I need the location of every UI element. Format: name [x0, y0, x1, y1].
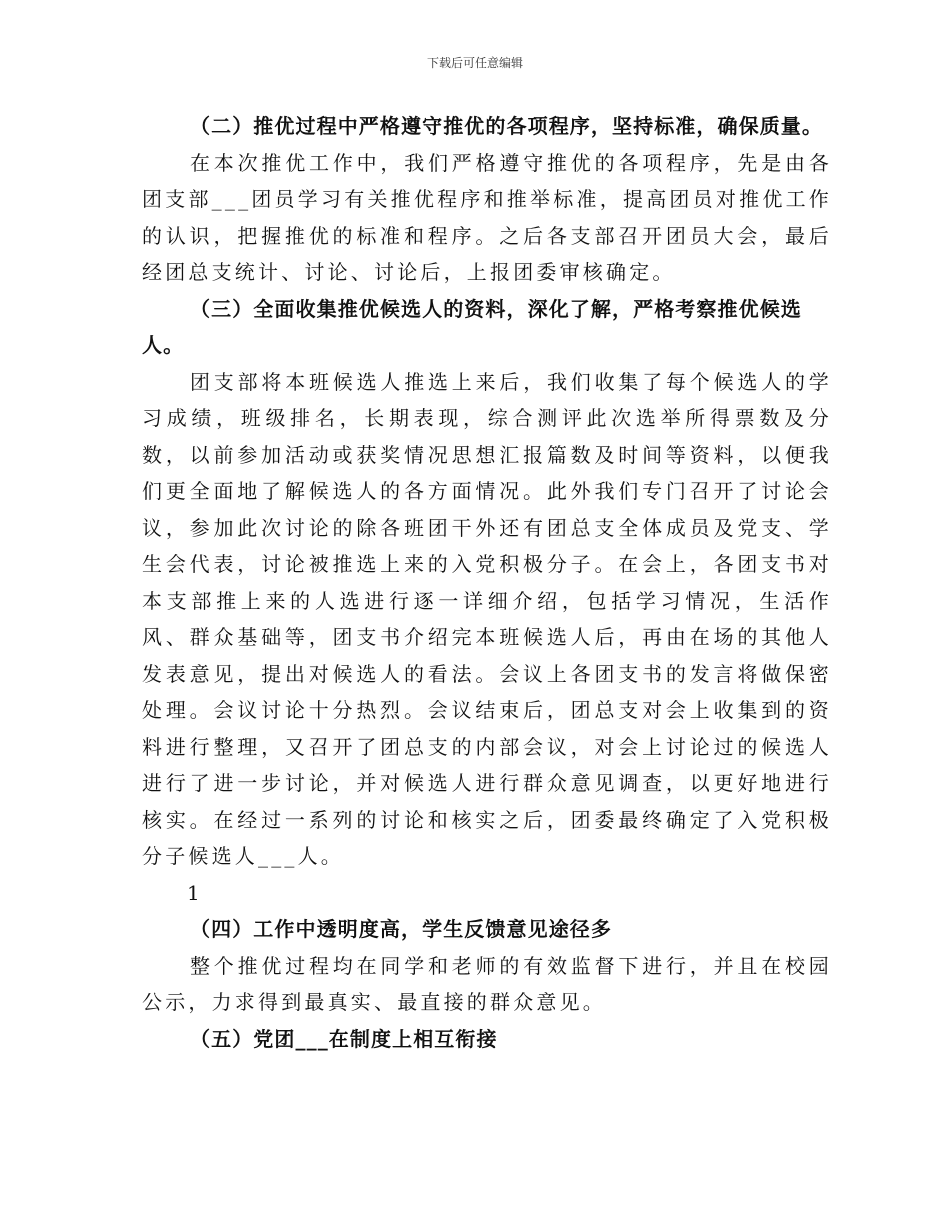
section-heading-2: （二）推优过程中严格遵守推优的各项程序，坚持标准，确保质量。 — [190, 114, 823, 138]
header-note: 下载后可任意编辑 — [426, 56, 523, 70]
section-paragraph-4: 整个推优过程均在同学和老师的有效监督下进行，并且在校园公示，力求得到最真实、最直接的群众意见。 — [142, 953, 832, 1014]
section-paragraph-2: 在本次推优工作中，我们严格遵守推优的各项程序，先是由各团支部___团员学习有关推优程序和推举标准，提高团员对推优工作的认识，把握推优的标准和程序。之后各支部召开团员大会，最后经团总支统计、讨论、讨论后，上报团委审核确定。 — [142, 150, 832, 284]
page-number: 1 — [187, 880, 200, 905]
section-paragraph-3: 团支部将本班候选人推选上来后，我们收集了每个候选人的学习成绩，班级排名，长期表现，综合测评此次选举所得票数及分数，以前参加活动或获奖情况思想汇报篇数及时间等资料，以便我们更全面地了解候选人的各方面情况。此外我们专门召开了讨论会议，参加此次讨论的除各班团干外还有团总支全体成员及党支、学生会代表，讨论被推选上来的入党积极分子。在会上，各团支书对本支部推上来的人选进行逐一详细介绍，包括学习情况，生活作风、群众基础等，团支书介绍完本班候选人后，再由在场的其他人发表意见，提出对候选人的看法。会议上各团支书的发言将做保密处理。会议讨论十分热烈。会议结束后，团总支对会上收集到的资料进行整理，又召开了团总支的内部会议，对会上讨论过的候选人进行了进一步讨论，并对候选人进行群众意见调查，以更好地进行核实。在经过一系列的讨论和核实之后，团委最终确定了入党积极分子候选人___人。 — [142, 369, 832, 868]
section-heading-4: （四）工作中透明度高，学生反馈意见途径多 — [190, 917, 612, 941]
document-body — [142, 108, 832, 1057]
section-heading-3: （三）全面收集推优候选人的资料，深化了解，严格考察推优候选人。 — [142, 296, 802, 357]
section-heading-5: （五）党团___在制度上相互衔接 — [190, 1026, 498, 1051]
